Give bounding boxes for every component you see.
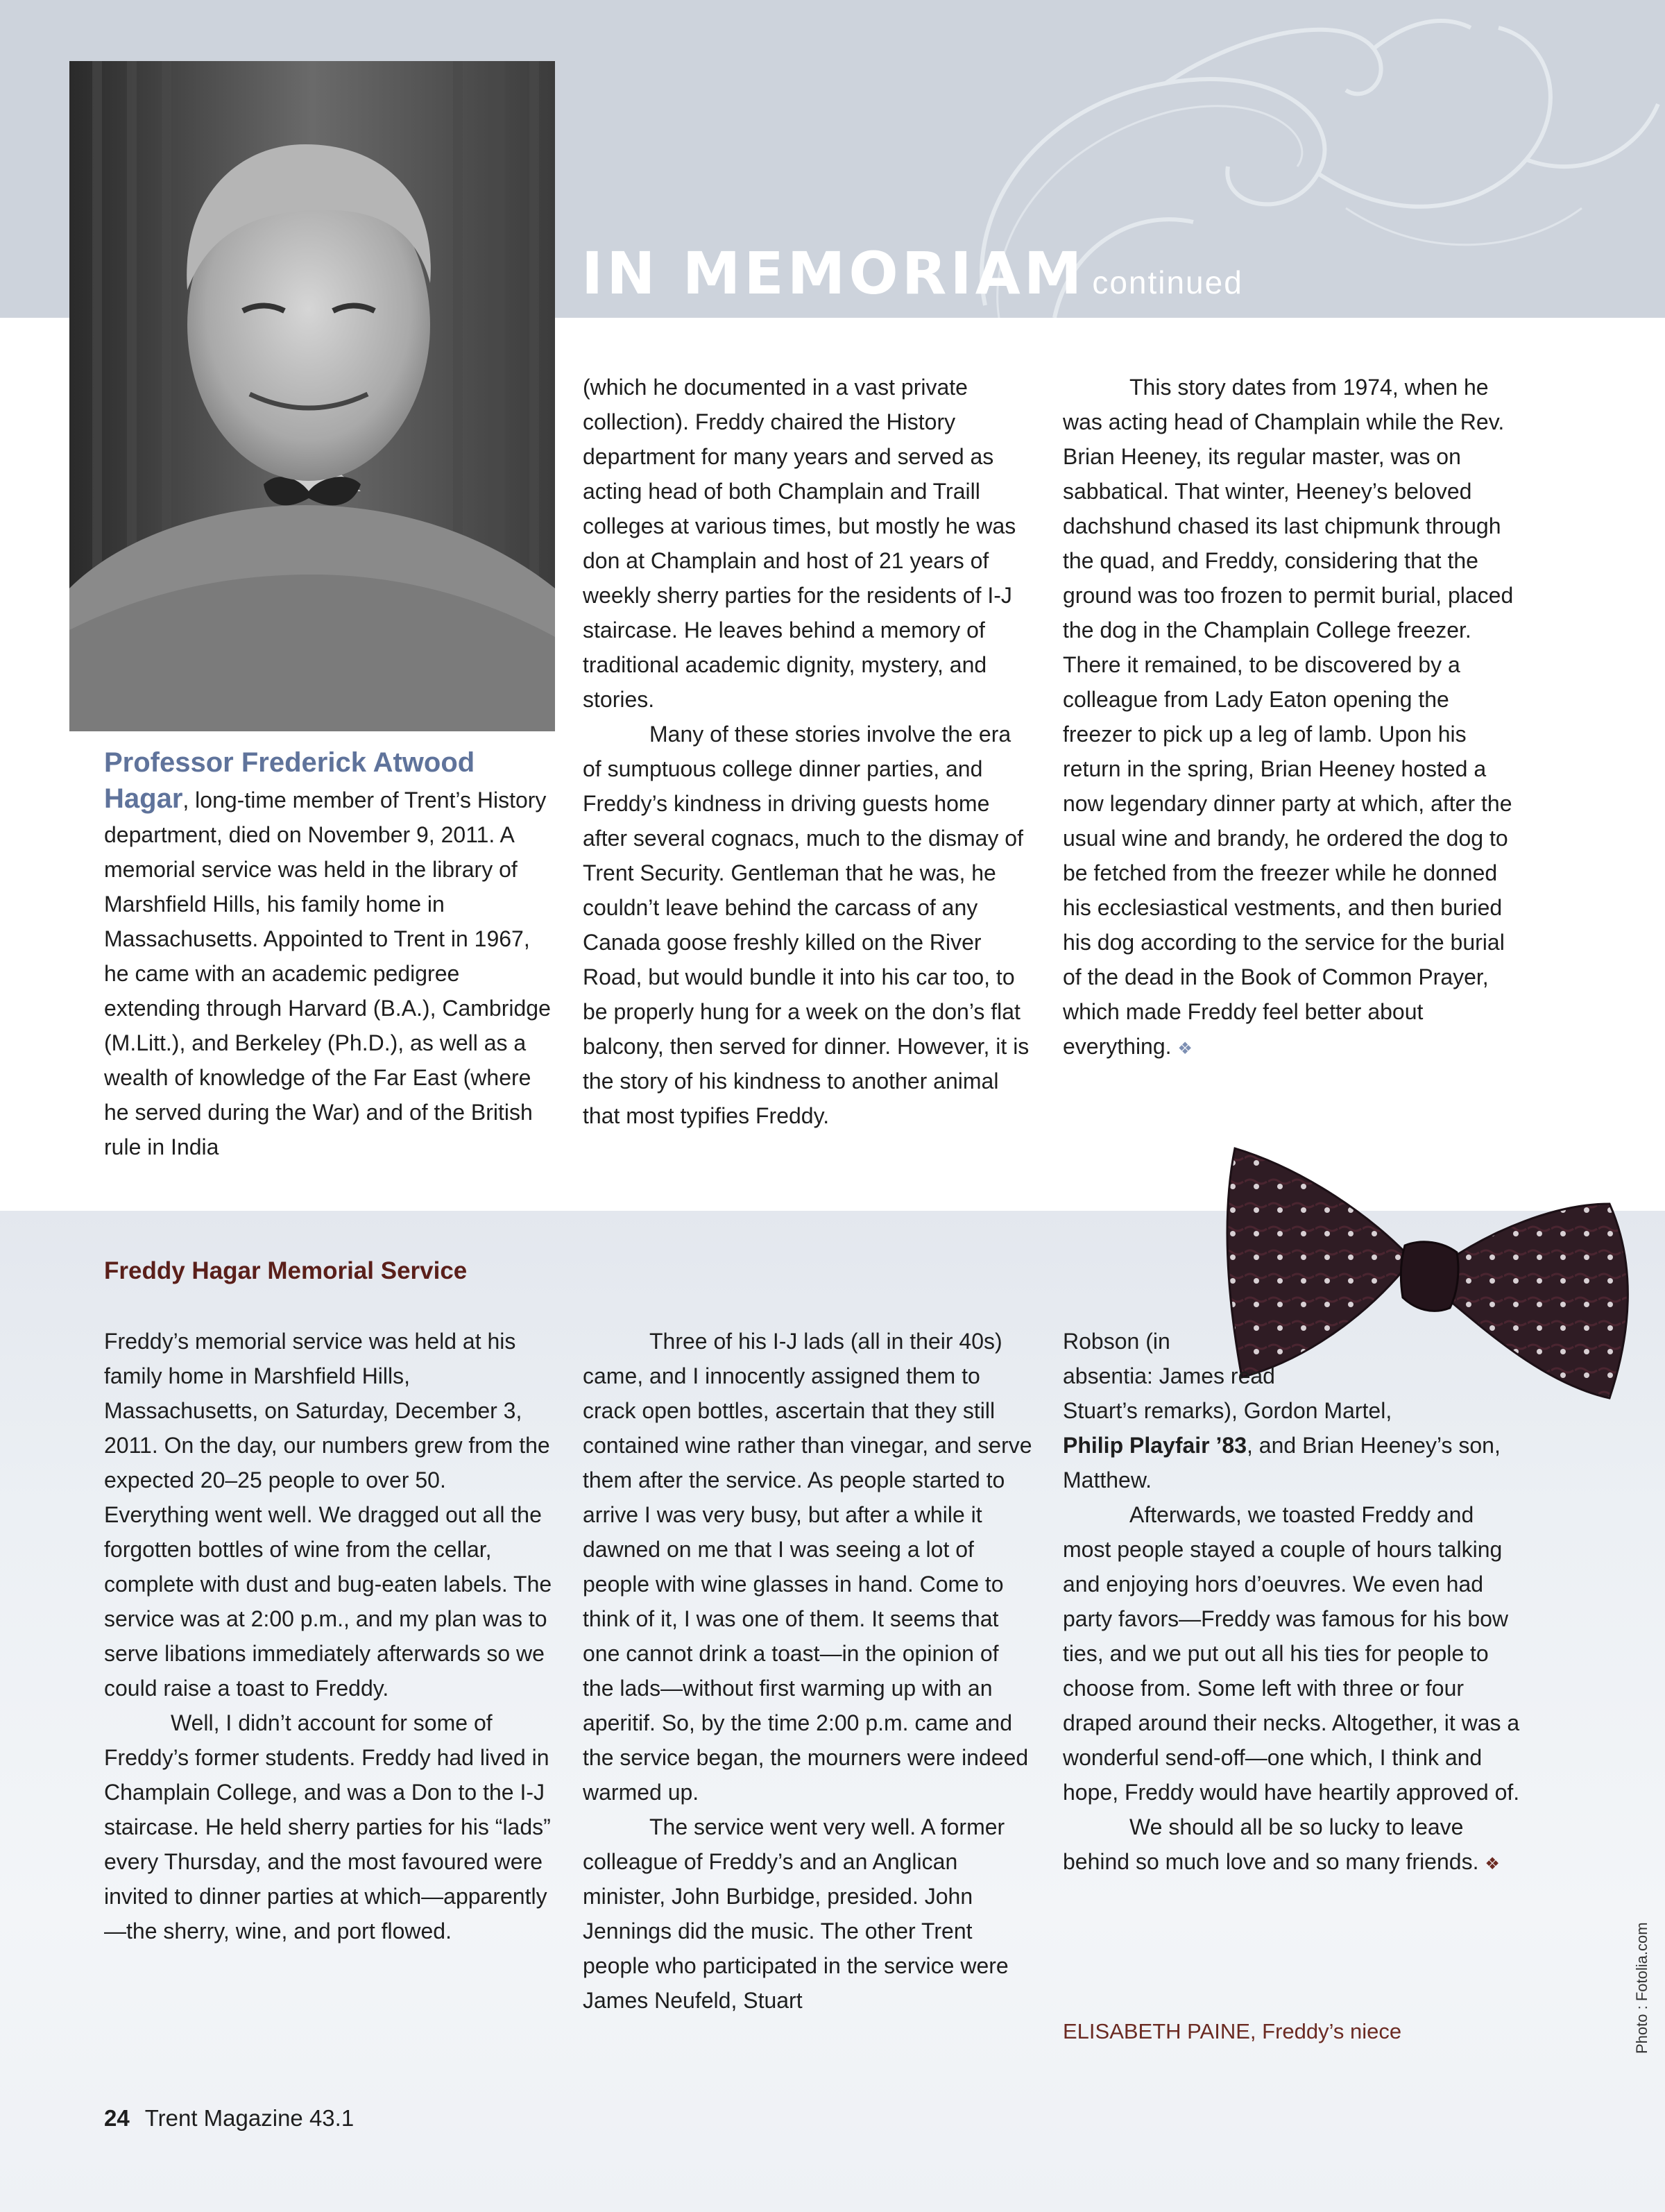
end-mark-icon: ❖ [1177,1039,1193,1058]
portrait-photo [69,61,555,731]
memorial-column-3 [1063,1324,1521,1882]
photo-caption [104,745,555,1164]
author-signature: ELISABETH PAINE, Freddy’s niece [1063,2019,1402,2043]
memorial-paragraph: Freddy’s memorial service was held at his family home in Marshfield Hills, Massachusetts, on Saturday, December 3, 2011. On the day, our numbers grew from the expected 20–25 people to over 50. Everything went well. We dragged out all the forgotten bottles of wine from the cellar, complete with dust and bug-eaten labels. The service was at 2:00 p.m., and my plan was to serve libations immediately afterwards so we could raise a toast to Freddy. [104,1329,552,1701]
memorial-column-2 [583,1324,1034,2018]
page-number: 24 [104,2105,130,2131]
article-paragraph: Many of these stories involve the era of sumptuous college dinner parties, and Freddy’s kindness in driving guests home after several cognacs, much to the dismay of Trent Security. Gentleman that he was, he couldn’t leave behind the carcass of any Canada goose freshly killed on the River Road, but would bundle it into his car too, to be properly hung for a week on the don’s flat balcony, then served for dinner. However, it is the story of his kindness to another animal that most typifies Freddy. [583,722,1030,1128]
article-column-2 [583,370,1034,1133]
page-footer [104,2105,354,2132]
article-text: This story dates from 1974, when he was acting head of Champlain while the Rev. Brian Heeney, its regular master, was on sabbatical. That winter, Heeney’s beloved dachshund chased its last chipmunk through the quad, and Freddy, considering that the ground was too frozen to permit burial, placed the dog in the Champlain College freezer. There it remained, to be discovered by a colleague from Lady Eaton opening the freezer to pick up a leg of lamb. Upon his return in the spring, Brian Heeney hosted a now legendary dinner party at which, after the usual wine and brandy, he ordered the dog to be fetched from the freezer while he donned his ecclesiastical vestments, and then buried his dog according to the service for the burial of the dead in the Book of Common Prayer, which made Freddy feel better about everything. [1063,375,1514,1059]
memorial-line: Stuart’s remarks), Gordon Martel, [1063,1398,1392,1423]
memorial-paragraph [1063,1810,1521,1882]
photo-credit: Photo : Fotolia.com [1633,1922,1650,2054]
page-title [581,239,1243,307]
memorial-text: , and Brian Heeney’s son, Matthew. [1063,1433,1501,1492]
memorial-paragraph: Three of his I-J lads (all in their 40s) came, and I innocently assigned them to crack open bottles, ascertain that they still contained wine rather than vinegar, and serve them after the service. As people started to arrive I was very busy, but after a while it dawned on me that I was seeing a lot of people with wine glasses in hand. Come to think of it, I was one of them. It seems that one cannot drink a toast—in the opinion of the lads—without first warming up with an aperitif. So, by the time 2:00 p.m. came and the service began, the mourners were indeed warmed up. [583,1329,1032,1805]
memorial-line: Robson (in [1063,1329,1170,1354]
article-column-3 [1063,370,1521,1066]
article-paragraph [1063,370,1521,1066]
memorial-paragraph: The service went very well. A former colleague of Freddy’s and an Anglican minister, John Burbidge, presided. John Jennings did the music. The other Trent people who participated in the service were James Neufeld, Stuart [583,1814,1009,2013]
caption-paragraph [104,745,555,1164]
publication-name: Trent Magazine 43.1 [144,2105,355,2131]
alumni-name: Philip Playfair ’83 [1063,1433,1247,1458]
memorial-line: absentia: James read [1063,1363,1275,1388]
end-mark-icon: ❖ [1485,1855,1500,1873]
memorial-paragraph: Well, I didn’t account for some of Freddy’s former students. Freddy had lived in Champlain College, and was a Don to the I-J staircase. He held sherry parties for his “lads” every Thursday, and the most favoured were invited to dinner parties at which—apparently—the sherry, wine, and port flowed. [104,1710,551,1943]
memorial-paragraph: Afterwards, we toasted Freddy and most people stayed a couple of hours talking and enjoying hors d’oeuvres. We even had party favors—Freddy was famous for his bow ties, and we put out all his ties for people to choose from. Some left with three or four draped around their necks. Altogether, it was a wonderful send-off—one which, I think and hope, Freddy would have heartily approved of. [1063,1502,1520,1805]
article-paragraph: (which he documented in a vast private collection). Freddy chaired the History department for many years and served as acting head of both Champlain and Traill colleges at various times, but mostly he was don at Champlain and host of 21 years of weekly sherry parties for the residents of I-J staircase. He leaves behind a memory of traditional academic dignity, mystery, and stories. [583,375,1016,712]
memorial-text: We should all be so lucky to leave behind so much love and so many friends. [1063,1814,1479,1874]
memorial-paragraph [1063,1324,1521,1497]
title-continued: continued [1092,264,1243,300]
caption-text: , long-time member of Trent’s History department, died on November 9, 2011. A memorial service was held in the library of Marshfield Hills, his family home in Massachusetts. Appointed to Trent in 1967, he came with an academic pedigree extending through Harvard (B.A.), Cambridge (M.Litt.), and Berkeley (Ph.D.), as well as a wealth of knowledge of the Far East (where he served during the War) and of the British rule in India [104,788,551,1159]
portrait-image [69,61,555,731]
caption-name: Professor Frederick Atwood Hagar [104,747,475,814]
memorial-column-1 [104,1324,555,1948]
title-text: IN MEMORIAM [581,239,1086,307]
section-heading: Freddy Hagar Memorial Service [104,1257,468,1284]
